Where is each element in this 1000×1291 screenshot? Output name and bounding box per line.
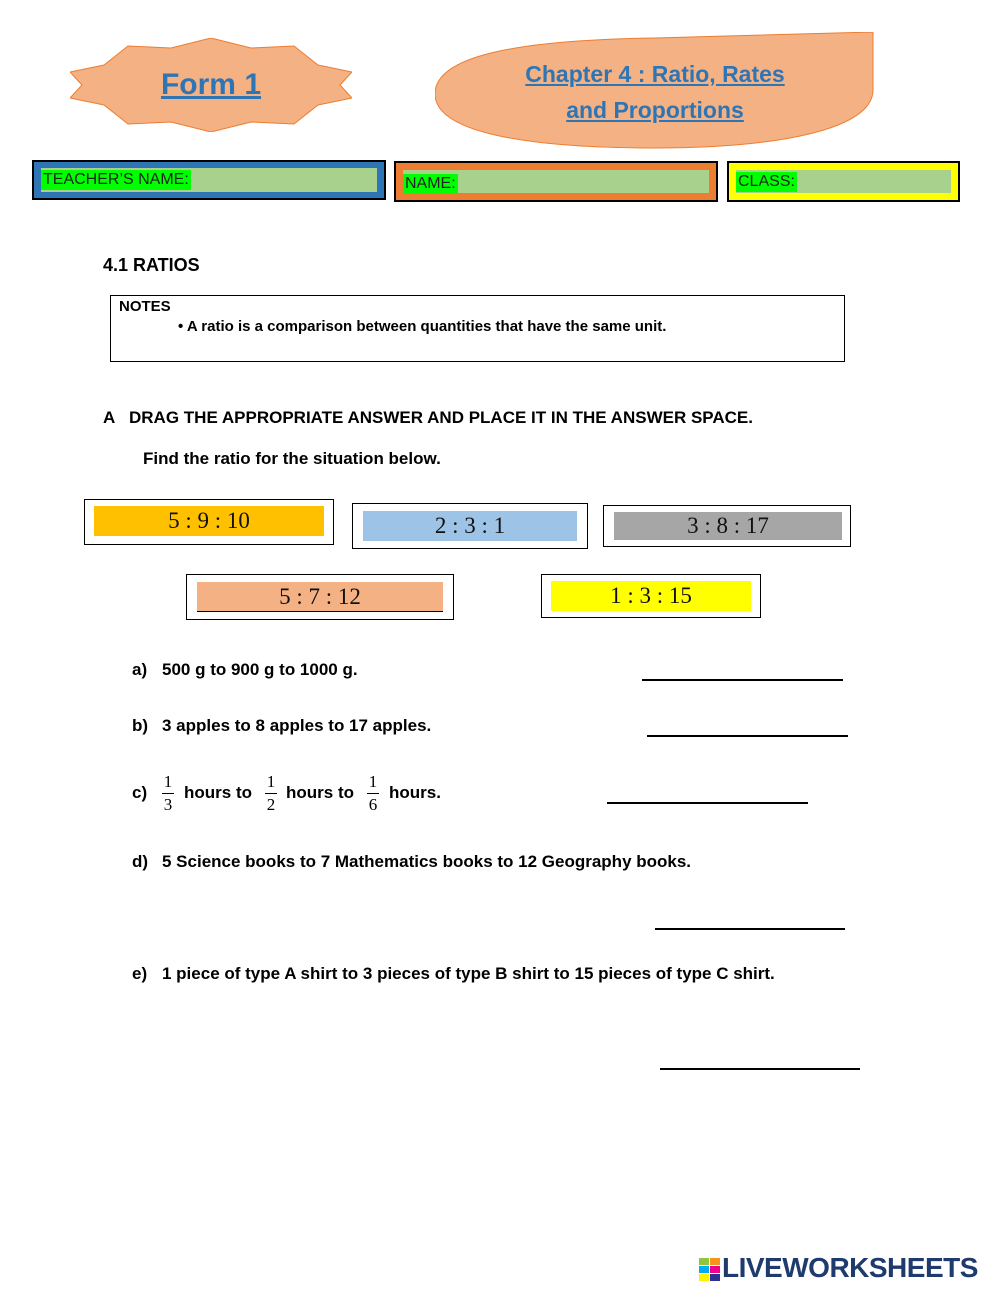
liveworksheets-logo-icon [698,1257,722,1283]
answer-tile-3-8-17[interactable] [603,505,851,547]
answer-tile-label: 2 : 3 : 1 [363,511,577,541]
fraction-numerator: 1 [163,772,173,791]
answer-space-e[interactable] [660,1068,860,1070]
chapter-title [470,56,840,128]
teacher-name-label: TEACHER’S NAME: [43,171,189,188]
instruction-text: DRAG THE APPROPRIATE ANSWER AND PLACE IT IN THE ANSWER SPACE. [129,408,753,427]
answer-tile-label: 1 : 3 : 15 [551,581,751,611]
answer-tile-label: 3 : 8 : 17 [614,512,842,540]
answer-tile-1-3-15[interactable] [541,574,761,618]
question-d-text: 5 Science books to 7 Mathematics books to 12 Geography books. [162,852,692,871]
answer-tile-5-9-10[interactable] [84,499,334,545]
class-field[interactable] [736,170,951,193]
teacher-name-box [32,160,386,200]
fraction-one-third [162,773,174,814]
chapter-title-line-2: and Proportions [566,97,744,123]
section-heading: 4.1 RATIOS [103,255,200,275]
answer-space-a[interactable] [642,679,843,681]
student-name-label: NAME: [405,175,456,192]
answer-space-d[interactable] [655,928,845,930]
fraction-bar [162,793,174,794]
question-c-text-2: hours to [286,783,354,802]
question-c-text-3: hours. [389,783,441,802]
notes-bullet: • A ratio is a comparison between quantities that have the same unit. [178,318,667,335]
subinstruction: Find the ratio for the situation below. [143,449,441,468]
answer-tile-label: 5 : 9 : 10 [94,506,324,536]
form-title: Form 1 [160,68,262,101]
fraction-bar [367,793,379,794]
student-name-box [394,161,718,202]
answer-tile-2-3-1[interactable] [352,503,588,549]
answer-tile-label: 5 : 7 : 12 [197,582,443,612]
fraction-numerator: 1 [368,772,378,791]
student-name-field[interactable] [403,170,709,193]
question-c-letter: c) [132,783,148,802]
question-b-text: 3 apples to 8 apples to 17 apples. [162,716,432,735]
teacher-name-field[interactable] [41,168,377,192]
fraction-bar [265,793,277,794]
fraction-denominator: 3 [163,795,173,814]
question-e-letter: e) [132,964,148,983]
chapter-title-line-1: Chapter 4 : Ratio, Rates [525,61,785,87]
notes-title: NOTES [119,298,171,315]
question-c-text-1: hours to [184,783,252,802]
instruction-letter: A [103,408,116,427]
answer-tile-5-7-12[interactable] [186,574,454,620]
fraction-one-half [265,773,277,814]
fraction-numerator: 1 [266,772,276,791]
class-box [727,161,960,202]
class-label: CLASS: [738,173,795,190]
question-e-text: 1 piece of type A shirt to 3 pieces of type B shirt to 15 pieces of type C shirt. [162,964,775,983]
question-a-letter: a) [132,660,148,679]
liveworksheets-logo-text: LIVEWORKSHEETS [722,1252,978,1283]
fraction-denominator: 6 [368,795,378,814]
answer-space-b[interactable] [647,735,848,737]
fraction-denominator: 2 [266,795,276,814]
question-b-letter: b) [132,716,149,735]
question-a-text: 500 g to 900 g to 1000 g. [162,660,358,679]
question-d-letter: d) [132,852,149,871]
fraction-one-sixth [367,773,379,814]
answer-space-c[interactable] [607,802,808,804]
